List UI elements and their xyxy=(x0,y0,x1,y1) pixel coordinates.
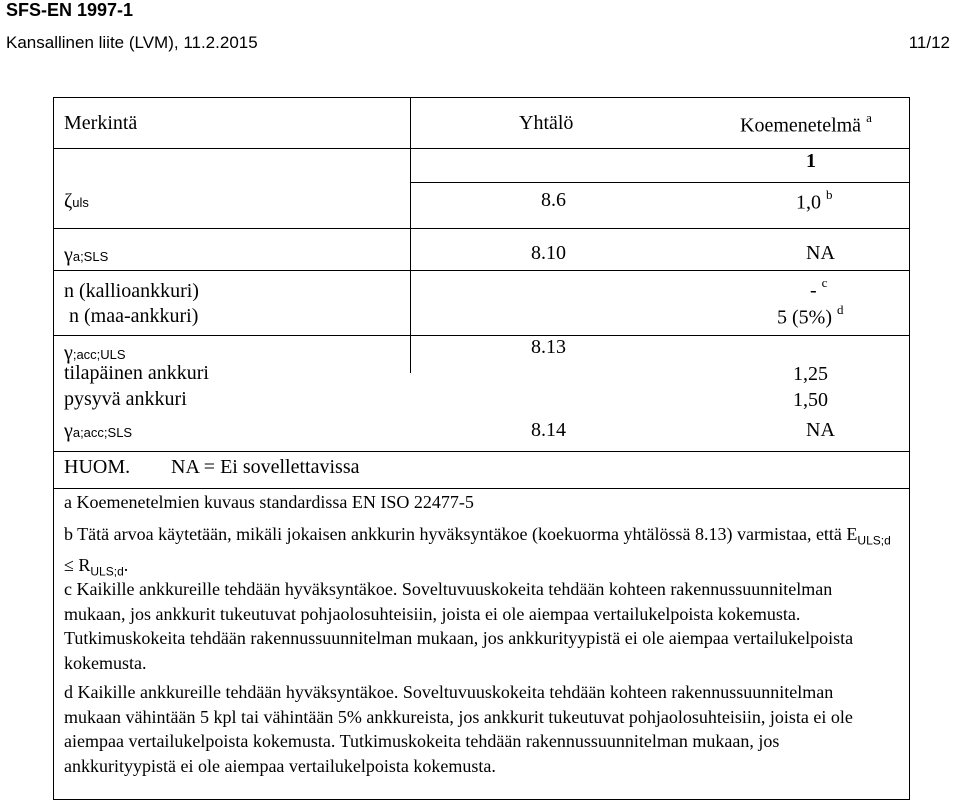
footnote-d: d Kaikille ankkureille tehdään hyväksyntäkoe. Soveltuvuuskokeita tehdään kohteen rakennussuunnitelman mukaan vähintään 5 kpl tai vähintään 5% ankkureista, jos ankkurit tukeutuvat pohjaolosuhteisiin, joista ei ole aiempaa vertailukelpoista kokemusta. Tutkimuskokeita tehdään rakennussuunnitelman mukaan, jos ankkurityypistä ei ole aiempaa vertailukelpoista kokemusta. xyxy=(64,682,853,776)
gamma-symbol: γ xyxy=(64,342,73,364)
col-header-symbol: Merkintä xyxy=(64,112,138,134)
equation-8-6: 8.6 xyxy=(541,189,566,211)
col-header-method-label: Koemenetelmä xyxy=(740,114,862,137)
value-n-rock-text: - xyxy=(810,279,817,302)
gamma-subscript: a;SLS xyxy=(72,249,109,264)
value-n-soil xyxy=(777,304,843,330)
row-divider xyxy=(54,270,909,271)
footnote-b-subscript-e: ULS;d xyxy=(857,533,891,548)
footnote-b-text: b Tätä arvoa käytetään, mikäli jokaisen ankkurin hyväksyntäkoe (koekuorma yhtälössä 8.13) varmistaa, että E xyxy=(64,524,858,544)
footnote-c: c Kaikille ankkureille tehdään hyväksyntäkoe. Soveltuvuuskokeita tehdään kohteen rakennussuunnitelman mukaan, jos ankkurit tukeutuvat pohjaolosuhteisiin, joista ei ole aiempaa vertailukelpoista kokemusta. Tutkimuskokeita tehdään rakennussuunnitelman mukaan, jos ankkurityypistä ei ole aiempaa vertailukelpoista kokemusta. xyxy=(64,579,854,673)
value-n-soil-footnote: d xyxy=(836,302,844,317)
footnote-b xyxy=(64,522,894,584)
row-divider xyxy=(54,228,909,229)
document-subtitle: Kansallinen liite (LVM), 11.2.2015 xyxy=(6,33,258,52)
label-temporary-anchor: tilapäinen ankkuri xyxy=(64,362,209,384)
row-divider xyxy=(54,488,909,489)
footnote-b-subscript-r: ULS;d xyxy=(90,564,124,579)
value-zeta-uls-text: 1,0 xyxy=(796,191,821,214)
column-divider xyxy=(410,98,411,373)
value-zeta-uls-footnote: b xyxy=(826,187,833,202)
gamma-subscript: a;acc;SLS xyxy=(72,425,133,440)
row-divider xyxy=(54,335,909,336)
gamma-symbol: γ xyxy=(64,244,73,266)
value-n-rock xyxy=(810,277,827,303)
row-divider xyxy=(54,451,909,452)
value-gamma-a-acc-sls: NA xyxy=(806,419,835,441)
symbol-gamma-a-acc-sls xyxy=(64,420,132,443)
symbol-zeta-uls xyxy=(64,190,89,213)
col-header-method-footnote: a xyxy=(866,110,872,125)
col-header-method xyxy=(740,112,872,138)
value-n-soil-text: 5 (5%) xyxy=(777,306,832,329)
zeta-subscript: uls xyxy=(72,195,89,210)
gamma-subscript: ;acc;ULS xyxy=(72,347,126,362)
value-gamma-a-sls: NA xyxy=(806,242,835,264)
zeta-symbol: ζ xyxy=(64,190,73,212)
footnote-a: a Koemenetelmien kuvaus standardissa EN ISO 22477-5 xyxy=(64,492,474,512)
method-number: 1 xyxy=(806,150,816,172)
note-text: NA = Ei sovellettavissa xyxy=(171,456,360,478)
equation-8-14: 8.14 xyxy=(531,419,566,441)
row-divider xyxy=(410,182,909,183)
equation-8-10: 8.10 xyxy=(531,242,566,264)
label-permanent-anchor: pysyvä ankkuri xyxy=(64,388,187,410)
value-n-rock-footnote: c xyxy=(821,275,828,290)
col-header-equation: Yhtälö xyxy=(519,112,574,134)
value-permanent-anchor: 1,50 xyxy=(793,389,828,411)
label-n-rock: n (kallioankkuri) xyxy=(64,280,199,302)
symbol-gamma-a-sls xyxy=(64,244,108,267)
footnote-b-relation: ≤ R xyxy=(64,555,91,576)
value-zeta-uls xyxy=(796,189,833,215)
equation-8-13: 8.13 xyxy=(531,336,566,358)
row-divider xyxy=(54,148,909,149)
note-label: HUOM. xyxy=(64,456,131,478)
value-temporary-anchor: 1,25 xyxy=(793,363,828,385)
footnote-b-end: . xyxy=(123,555,129,576)
anchor-factors-table xyxy=(53,97,910,800)
label-n-soil: n (maa-ankkuri) xyxy=(69,305,199,327)
page-number: 11/12 xyxy=(908,33,950,52)
document-title: SFS-EN 1997-1 xyxy=(6,0,134,20)
gamma-symbol: γ xyxy=(64,420,73,442)
